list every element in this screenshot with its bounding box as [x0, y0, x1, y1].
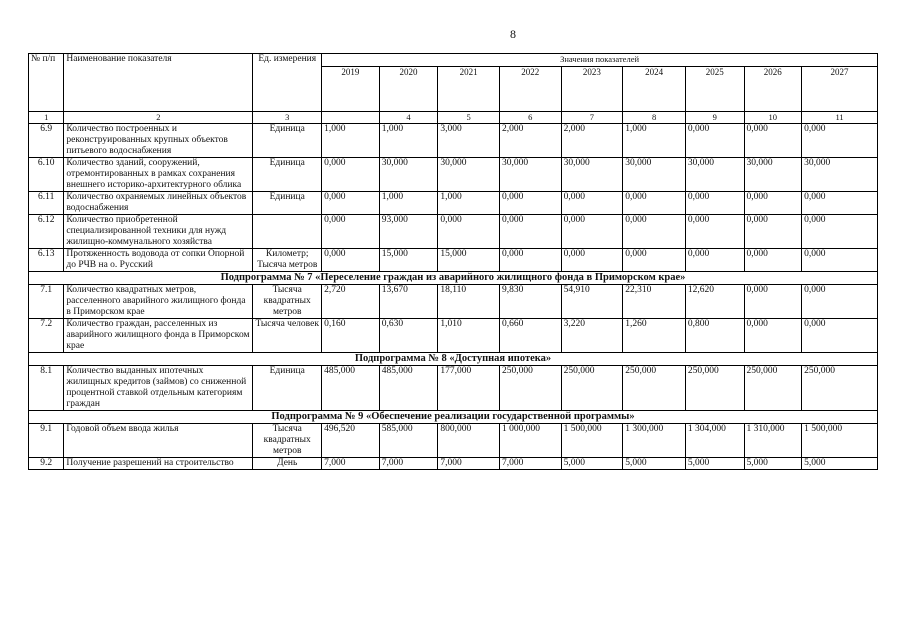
table-row [29, 158, 878, 192]
indicator-name: Количество приобретенной специализированной техники для нужд жилищно-коммунального хозяйства [64, 215, 253, 249]
indicator-value: 2,000 [561, 124, 623, 158]
indicator-value: 0,000 [499, 215, 561, 249]
row-number: 6.9 [29, 124, 64, 158]
indicator-value: 3,000 [438, 124, 500, 158]
subprogram-header-row [29, 353, 878, 366]
indicator-value: 0,000 [322, 215, 380, 249]
indicator-value: 0,000 [744, 285, 802, 319]
indicator-value: 1,010 [438, 319, 500, 353]
indicator-name: Количество квадратных метров, расселенного аварийного жилищного фонда в Приморском крае [64, 285, 253, 319]
row-number: 6.13 [29, 249, 64, 272]
indicator-value: 30,000 [438, 158, 500, 192]
header-year: 2022 [499, 67, 561, 112]
page-number: 8 [510, 27, 516, 41]
indicator-value: 30,000 [802, 158, 878, 192]
indicator-value: 177,000 [438, 366, 500, 411]
indicator-value: 1,260 [623, 319, 686, 353]
indicator-value: 30,000 [685, 158, 744, 192]
indicator-value: 3,220 [561, 319, 623, 353]
indicator-value: 250,000 [499, 366, 561, 411]
indicator-value: 9,830 [499, 285, 561, 319]
indicator-value: 0,000 [322, 158, 380, 192]
indicator-value: 1,000 [379, 124, 438, 158]
indicator-value: 0,000 [685, 249, 744, 272]
indicator-value: 2,000 [499, 124, 561, 158]
column-index-cell: 2 [64, 112, 253, 124]
indicator-value: 7,000 [499, 458, 561, 470]
header-unit: Ед. измерения [253, 54, 322, 112]
column-index-cell: 8 [623, 112, 686, 124]
header-year: 2021 [438, 67, 500, 112]
indicator-value: 0,000 [744, 249, 802, 272]
indicator-value: 12,620 [685, 285, 744, 319]
row-number: 6.11 [29, 192, 64, 215]
indicator-name: Количество зданий, сооружений, отремонтированных в рамках сохранения внешнего историко-архитектурного облика [64, 158, 253, 192]
table-row [29, 285, 878, 319]
column-index-cell: 9 [685, 112, 744, 124]
column-index-cell: 6 [499, 112, 561, 124]
unit-of-measure: Единица [253, 158, 322, 192]
indicator-value: 13,670 [379, 285, 438, 319]
indicator-value: 485,000 [379, 366, 438, 411]
unit-of-measure: Тысяча квадратных метров [253, 424, 322, 458]
indicator-value: 0,000 [802, 215, 878, 249]
indicator-value: 0,000 [561, 249, 623, 272]
header-year: 2023 [561, 67, 623, 112]
indicator-value: 0,000 [322, 249, 380, 272]
indicator-value: 0,000 [685, 215, 744, 249]
indicator-value: 250,000 [685, 366, 744, 411]
column-index-cell: 1 [29, 112, 64, 124]
indicator-value: 0,000 [685, 124, 744, 158]
table-row [29, 124, 878, 158]
indicator-value: 5,000 [685, 458, 744, 470]
indicator-value: 1,000 [322, 124, 380, 158]
header-name: Наименование показателя [64, 54, 253, 112]
indicator-value: 30,000 [499, 158, 561, 192]
unit-of-measure: Тысяча человек [253, 319, 322, 353]
indicator-value: 93,000 [379, 215, 438, 249]
indicator-value: 0,160 [322, 319, 380, 353]
column-index-cell: 7 [561, 112, 623, 124]
unit-of-measure: Тысяча квадратных метров [253, 285, 322, 319]
indicator-value: 1 300,000 [623, 424, 686, 458]
indicator-value: 5,000 [561, 458, 623, 470]
indicator-value: 250,000 [561, 366, 623, 411]
indicator-value: 1,000 [438, 192, 500, 215]
indicator-value: 0,000 [744, 124, 802, 158]
column-index-cell: 5 [438, 112, 500, 124]
header-num: № п/п [29, 54, 64, 112]
indicator-name: Количество граждан, расселенных из аварийного жилищного фонда в Приморском крае [64, 319, 253, 353]
indicator-value: 0,000 [802, 319, 878, 353]
row-number: 9.1 [29, 424, 64, 458]
table-row [29, 366, 878, 411]
header-year: 2025 [685, 67, 744, 112]
header-values-group: Значения показателей [322, 54, 878, 67]
indicator-value: 0,000 [802, 249, 878, 272]
indicator-value: 0,000 [744, 319, 802, 353]
indicator-value: 250,000 [744, 366, 802, 411]
indicator-value: 54,910 [561, 285, 623, 319]
indicator-value: 0,000 [623, 249, 686, 272]
row-number: 6.12 [29, 215, 64, 249]
unit-of-measure: День [253, 458, 322, 470]
indicator-value: 0,800 [685, 319, 744, 353]
indicator-value: 5,000 [744, 458, 802, 470]
indicator-value: 2,720 [322, 285, 380, 319]
subprogram-title: Подпрограмма № 8 «Доступная ипотека» [29, 353, 878, 366]
column-index-cell: 4 [379, 112, 438, 124]
header-year: 2026 [744, 67, 802, 112]
indicator-value: 30,000 [744, 158, 802, 192]
indicator-value: 0,000 [623, 215, 686, 249]
indicator-value: 7,000 [322, 458, 380, 470]
unit-of-measure: Километр; Тысяча метров [253, 249, 322, 272]
indicator-value: 0,000 [744, 192, 802, 215]
indicator-value: 0,000 [322, 192, 380, 215]
indicator-value: 496,520 [322, 424, 380, 458]
indicator-value: 30,000 [623, 158, 686, 192]
indicator-value: 0,000 [561, 215, 623, 249]
column-index-row [29, 112, 878, 124]
indicator-value: 1 500,000 [561, 424, 623, 458]
indicator-value: 7,000 [379, 458, 438, 470]
indicator-name: Получение разрешений на строительство [64, 458, 253, 470]
unit-of-measure [253, 215, 322, 249]
table-row [29, 249, 878, 272]
subprogram-header-row [29, 411, 878, 424]
indicator-value: 485,000 [322, 366, 380, 411]
indicator-value: 5,000 [802, 458, 878, 470]
indicator-value: 0,660 [499, 319, 561, 353]
indicator-name: Количество выданных ипотечных жилищных кредитов (займов) со сниженной процентной ставкой отдельным категориям граждан [64, 366, 253, 411]
indicator-name: Протяженность водовода от сопки Опорной до РЧВ на о. Русский [64, 249, 253, 272]
indicator-value: 585,000 [379, 424, 438, 458]
header-year: 2024 [623, 67, 686, 112]
row-number: 7.2 [29, 319, 64, 353]
indicator-value: 7,000 [438, 458, 500, 470]
indicator-value: 1 500,000 [802, 424, 878, 458]
indicator-name: Количество построенных и реконструированных крупных объектов питьевого водоснабжения [64, 124, 253, 158]
indicator-value: 800,000 [438, 424, 500, 458]
column-index-cell: 10 [744, 112, 802, 124]
indicator-value: 250,000 [623, 366, 686, 411]
subprogram-header-row [29, 272, 878, 285]
indicator-name: Количество охраняемых линейных объектов водоснабжения [64, 192, 253, 215]
table-row [29, 319, 878, 353]
indicator-value: 0,000 [623, 192, 686, 215]
indicator-value: 18,110 [438, 285, 500, 319]
indicator-value: 0,000 [802, 192, 878, 215]
unit-of-measure: Единица [253, 366, 322, 411]
column-index-cell: 11 [802, 112, 878, 124]
indicator-value: 1,000 [379, 192, 438, 215]
indicator-value: 0,630 [379, 319, 438, 353]
row-number: 6.10 [29, 158, 64, 192]
indicator-value: 15,000 [438, 249, 500, 272]
header-year: 2020 [379, 67, 438, 112]
indicator-value: 30,000 [379, 158, 438, 192]
indicator-name: Годовой объем ввода жилья [64, 424, 253, 458]
table-row [29, 424, 878, 458]
row-number: 8.1 [29, 366, 64, 411]
unit-of-measure: Единица [253, 124, 322, 158]
indicator-value: 0,000 [802, 124, 878, 158]
row-number: 9.2 [29, 458, 64, 470]
indicator-value: 1,000 [623, 124, 686, 158]
indicator-value: 0,000 [438, 215, 500, 249]
indicator-value: 0,000 [499, 249, 561, 272]
indicator-value: 250,000 [802, 366, 878, 411]
header-year: 2019 [322, 67, 380, 112]
indicator-value: 0,000 [685, 192, 744, 215]
row-number: 7.1 [29, 285, 64, 319]
indicator-value: 0,000 [744, 215, 802, 249]
table-row [29, 215, 878, 249]
column-index-cell: 3 [253, 112, 322, 124]
table-row [29, 458, 878, 470]
subprogram-title: Подпрограмма № 7 «Переселение граждан из аварийного жилищного фонда в Приморском крае» [29, 272, 878, 285]
indicators-table [28, 53, 878, 470]
indicator-value: 0,000 [499, 192, 561, 215]
column-index-cell [322, 112, 380, 124]
header-year: 2027 [802, 67, 878, 112]
indicator-value: 0,000 [561, 192, 623, 215]
indicator-value: 1 310,000 [744, 424, 802, 458]
indicator-value: 22,310 [623, 285, 686, 319]
indicator-value: 1 000,000 [499, 424, 561, 458]
indicator-value: 5,000 [623, 458, 686, 470]
table-row [29, 192, 878, 215]
indicator-value: 30,000 [561, 158, 623, 192]
indicator-value: 1 304,000 [685, 424, 744, 458]
indicator-value: 15,000 [379, 249, 438, 272]
indicator-value: 0,000 [802, 285, 878, 319]
subprogram-title: Подпрограмма № 9 «Обеспечение реализации государственной программы» [29, 411, 878, 424]
unit-of-measure: Единица [253, 192, 322, 215]
